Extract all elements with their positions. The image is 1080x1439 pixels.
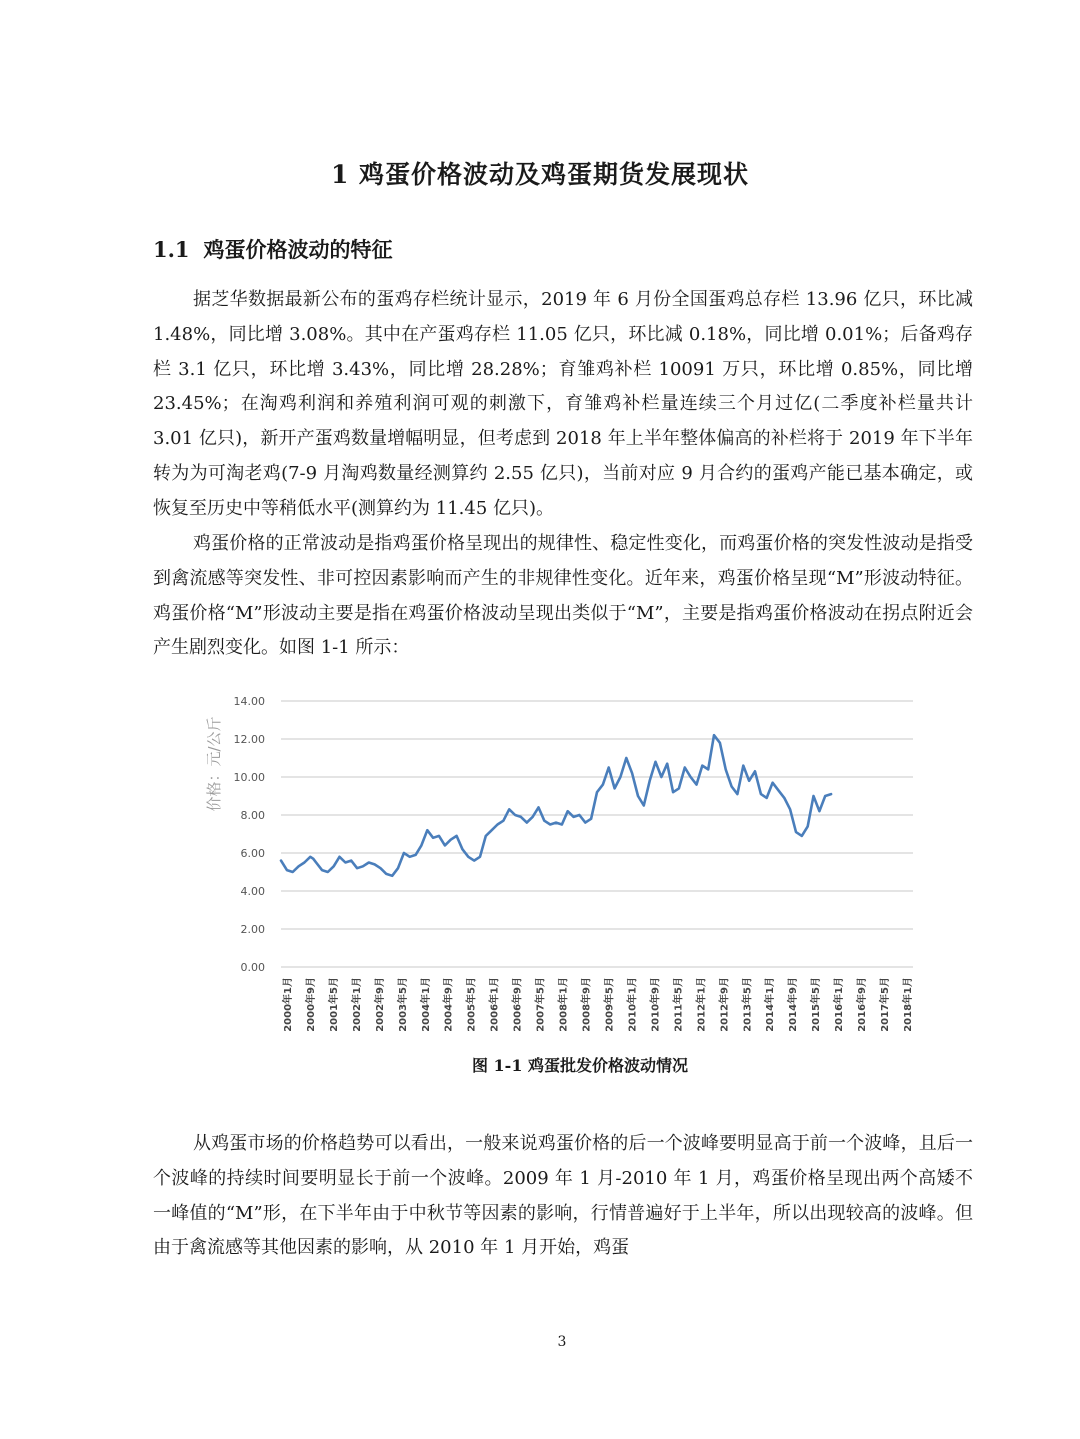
chapter-title: 1 鸡蛋价格波动及鸡蛋期货发展现状 — [330, 160, 750, 189]
y-tick-label: 8.00 — [240, 809, 265, 822]
section-heading — [153, 234, 393, 264]
x-tick-label: 2017年5月 — [880, 977, 892, 1032]
x-tick-label: 2006年9月 — [512, 977, 524, 1032]
x-tick-label: 2008年1月 — [558, 977, 570, 1032]
x-tick-label: 2002年1月 — [351, 977, 363, 1032]
x-tick-label: 2016年1月 — [834, 977, 846, 1032]
x-tick-label: 2013年5月 — [742, 977, 754, 1032]
x-tick-label: 2003年5月 — [397, 977, 409, 1032]
figure-caption: 图 1-1 鸡蛋批发价格波动情况 — [471, 1056, 689, 1075]
x-tick-label: 2002年9月 — [374, 977, 386, 1032]
y-tick-label: 2.00 — [240, 923, 265, 936]
y-tick-label: 12.00 — [233, 733, 265, 746]
x-tick-label: 2000年1月 — [283, 977, 294, 1032]
paragraph-2: 鸡蛋价格的正常波动是指鸡蛋价格呈现出的规律性、稳定性变化，而鸡蛋价格的突发性波动是指受到禽流感等突发性、非可控因素影响而产生的非规律性变化。近年来，鸡蛋价格呈现“M”形波动特征。鸡蛋价格“M”形波动主要是指在鸡蛋价格波动呈现出类似于“M”，主要是指鸡蛋价格波动在拐点附近会产生剧烈变化。如图 1-1 所示： — [153, 533, 973, 659]
y-axis-label: 价格：元/公斤 — [205, 716, 223, 812]
page-number: 3 — [557, 1334, 567, 1350]
x-tick-label: 2012年9月 — [719, 977, 731, 1032]
x-tick-label: 2010年9月 — [650, 977, 662, 1032]
x-tick-label: 2001年5月 — [328, 977, 340, 1032]
x-tick-label: 2016年9月 — [857, 977, 869, 1032]
x-tick-label: 2005年5月 — [466, 977, 478, 1032]
x-tick-label: 2004年9月 — [443, 977, 455, 1032]
x-tick-label: 2018年1月 — [903, 977, 914, 1032]
x-tick-label: 2012年1月 — [696, 977, 708, 1032]
x-tick-label: 2000年9月 — [305, 977, 317, 1032]
x-tick-label: 2008年9月 — [581, 977, 593, 1032]
x-tick-label: 2006年1月 — [489, 977, 501, 1032]
y-tick-label: 0.00 — [240, 961, 265, 974]
series-line-egg-price — [281, 735, 831, 876]
x-tick-label: 2010年1月 — [627, 977, 639, 1032]
y-tick-label: 4.00 — [240, 885, 265, 898]
price-line-chart — [195, 684, 935, 1049]
section-number: 1.1 — [153, 237, 190, 262]
y-tick-label: 6.00 — [240, 847, 265, 860]
y-tick-label: 14.00 — [233, 695, 265, 708]
x-tick-label: 2015年5月 — [811, 977, 823, 1032]
x-tick-label: 2014年9月 — [788, 977, 800, 1032]
x-tick-label: 2009年5月 — [604, 977, 616, 1032]
x-tick-label: 2007年5月 — [535, 977, 547, 1032]
paragraph-1: 据芝华数据最新公布的蛋鸡存栏统计显示，2019 年 6 月份全国蛋鸡总存栏 13.96 亿只，环比减 1.48%，同比增 3.08%。其中在产蛋鸡存栏 11.05 亿只，环比减 0.18%，同比增 0.01%；后备鸡存栏 3.1 亿只，环比增 3.43%，同比增 28.28%；育雏鸡补栏 10091 万只，环比增 0.85%，同比增 23.45%；在淘鸡利润和养殖利润可观的刺激下，育雏鸡补栏量连续三个月过亿(二季度补栏量共计 3.01 亿只)，新开产蛋鸡数量增幅明显，但考虑到 2018 年上半年整体偏高的补栏将于 2019 年下半年转为为可淘老鸡(7-9 月淘鸡数量经测算约 2.55 亿只)，当前对应 9 月合约的蛋鸡产能已基本确定，或恢复至历史中等稍低水平(测算约为 11.45 亿只)。 — [153, 289, 973, 519]
x-tick-label: 2014年1月 — [765, 977, 777, 1032]
y-tick-label: 10.00 — [233, 771, 265, 784]
x-tick-label: 2011年5月 — [673, 977, 685, 1032]
section-title: 鸡蛋价格波动的特征 — [203, 237, 393, 262]
x-tick-label: 2004年1月 — [420, 977, 432, 1032]
paragraph-3: 从鸡蛋市场的价格趋势可以看出，一般来说鸡蛋价格的后一个波峰要明显高于前一个波峰，且后一个波峰的持续时间要明显长于前一个波峰。2009 年 1 月-2010 年 1 月，鸡蛋价格呈现出两个高矮不一峰值的“M”形，在下半年由于中秋节等因素的影响，行情普遍好于上半年，所以出现较高的波峰。但由于禽流感等其他因素的影响，从 2010 年 1 月开始，鸡蛋 — [153, 1133, 973, 1259]
